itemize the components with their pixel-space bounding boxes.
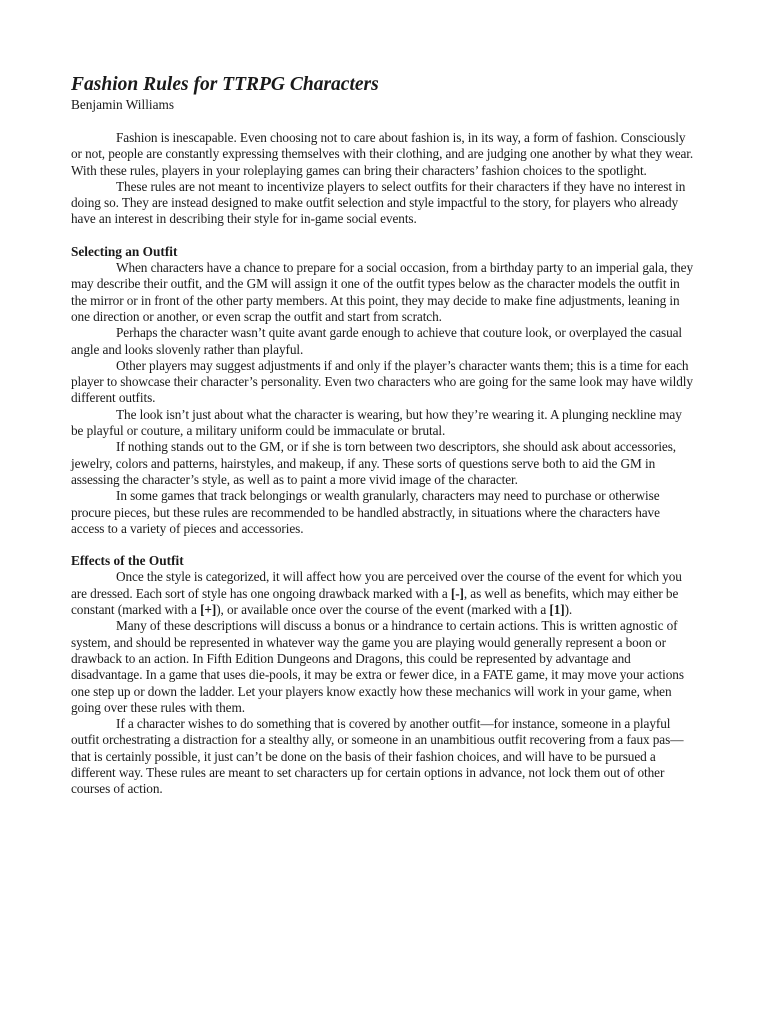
drawback-marker: [-] [450, 585, 464, 601]
intro-paragraph: Fashion is inescapable. Even choosing not to care about fashion is, in its way, a form of fashion. Consciously or not, people are constantly expressing themselves with their clothing, and are judging one another by what they wear. With these rules, players in your roleplaying games can bring their characters’ fashion choices to the spotlight. [71, 130, 694, 178]
document-author: Benjamin Williams [71, 97, 174, 112]
effects-text: ), or available once over the course of the event (marked with a [216, 602, 550, 618]
constant-benefit-marker: [+] [200, 602, 217, 618]
effects-paragraph: Many of these descriptions will discuss a bonus or a hindrance to certain actions. This is written agnostic of system, and should be represented in whatever way the game you are playing would generally represent a boon or drawback to an action. In Fifth Edition Dungeons and Dragons, this could be represented by advantage and disadvantage. In a game that uses die-pools, it may be extra or fewer dice, in a FATE game, it may move your actions one step up or down the ladder. Let your players know exactly how these mechanics will work in your game, when going over these rules with them. [71, 618, 684, 715]
once-benefit-marker: [1] [549, 602, 565, 618]
effects-paragraph [71, 569, 695, 618]
selecting-paragraph: In some games that track belongings or wealth granularly, characters may need to purchase or otherwise procure pieces, but these rules are recommended to be handled abstractly, in situations where the characters have access to a variety of pieces and accessories. [71, 488, 660, 536]
effects-paragraph: If a character wishes to do something that is covered by another outfit—for instance, someone in a playful outfit orchestrating a distraction for a stealthy ally, or someone in an unambitious outfit recovering from a faux pas—that is certainly possible, it just can’t be done on the basis of their fashion choices, and will have to be pursued a different way. These rules are meant to set characters up for certain options in advance, not lock them out of other courses of action. [71, 716, 684, 797]
effects-text: Once the style is categorized, it will affect how you are perceived over the course of the event for which you are dressed. Each sort of style has one ongoing drawback marked with a [71, 569, 682, 601]
effects-text: , as well as benefits, which may either be constant (marked with a [71, 585, 679, 618]
selecting-paragraph: If nothing stands out to the GM, or if she is torn between two descriptors, she should ask about accessories, jewelry, colors and patterns, hairstyles, and makeup, if any. These sorts of questions serve both to aid the GM in assessing the character’s style, as well as to paint a more vivid image of the character. [71, 439, 677, 487]
selecting-paragraph: The look isn’t just about what the character is wearing, but how they’re wearing it. A plunging neckline may be playful or couture, a military uniform could be immaculate or brutal. [71, 406, 682, 439]
document-title: Fashion Rules for TTRPG Characters [71, 74, 379, 95]
intro-paragraph: These rules are not meant to incentivize players to select outfits for their characters if they have no interest in doing so. They are instead designed to make outfit selection and style impactful to the story, for players who already have an interest in describing their style for in-game social events. [71, 178, 686, 227]
selecting-paragraph: Other players may suggest adjustments if and only if the player’s character wants them; this is a time for each player to showcase their character’s personality. Even two characters who are going for the same look may have wildly different outfits. [71, 357, 693, 406]
intro-section [71, 130, 695, 228]
section-heading-selecting: Selecting an Outfit [71, 243, 178, 259]
effects-section [71, 553, 695, 797]
effects-text: ). [564, 602, 573, 618]
selecting-paragraph: When characters have a chance to prepare for a social occasion, from a birthday party to an imperial gala, they may describe their outfit, and the GM will assign it one of the outfit types below as the character models the outfit in the mirror or in front of the other party members. At this point, they may decide to make fine adjustments, leaning in one direction or another, or even scrap the outfit and start from scratch. [71, 260, 694, 324]
selecting-paragraph: Perhaps the character wasn’t quite avant garde enough to achieve that couture look, or overplayed the casual angle and looks slovenly rather than playful. [71, 325, 683, 357]
section-heading-effects: Effects of the Outfit [71, 553, 184, 569]
selecting-section [71, 244, 695, 537]
document-page [71, 74, 695, 814]
